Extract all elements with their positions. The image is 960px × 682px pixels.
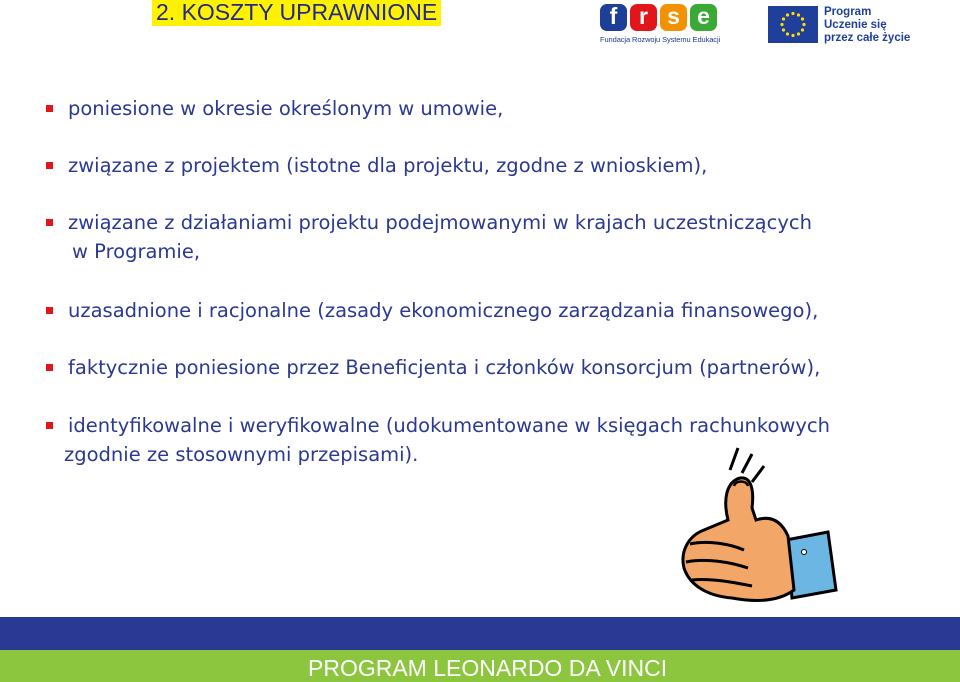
programme-logo-line3: przez całe życie bbox=[824, 32, 911, 44]
list-item-text: związane z projektem (istotne dla projektu, zgodne z wnioskiem), bbox=[68, 154, 708, 177]
programme-logo-line1: Program bbox=[824, 6, 872, 18]
bullet-marker bbox=[46, 219, 53, 226]
list-item-text-continuation: w Programie, bbox=[72, 240, 201, 263]
slide-title: 2. KOSZTY UPRAWNIONE bbox=[152, 0, 441, 26]
frse-letter-r: r bbox=[630, 4, 657, 31]
list-item-text-continuation: zgodnie ze stosownymi przepisami). bbox=[64, 443, 419, 466]
frse-letter-s: s bbox=[660, 4, 687, 31]
frse-letter-f: f bbox=[600, 4, 627, 31]
lifelong-learning-programme-logo bbox=[768, 6, 910, 45]
footer-program-label: PROGRAM LEONARDO DA VINCI bbox=[308, 655, 668, 681]
frse-logo bbox=[600, 4, 722, 46]
thumbs-up-icon bbox=[668, 440, 838, 615]
bullet-marker bbox=[46, 422, 53, 429]
bullet-marker bbox=[46, 105, 53, 112]
bullet-marker bbox=[46, 307, 53, 314]
bullet-marker bbox=[46, 162, 53, 169]
footer-blue-band bbox=[0, 617, 960, 650]
list-item-text: związane z działaniami projektu podejmowanymi w krajach uczestniczących bbox=[68, 211, 812, 234]
list-item-text: uzasadnione i racjonalne (zasady ekonomicznego zarządzania finansowego), bbox=[68, 299, 819, 322]
bullet-marker bbox=[46, 364, 53, 371]
frse-logo-subtitle: Fundacja Rozwoju Systemu Edukacji bbox=[600, 35, 721, 44]
list-item-text: poniesione w okresie określonym w umowie, bbox=[68, 97, 504, 120]
programme-logo-line2: Uczenie się bbox=[824, 19, 887, 31]
eu-flag-icon bbox=[768, 6, 818, 43]
list-item-text: identyfikowalne i weryfikowalne (udokumentowane w księgach rachunkowych bbox=[68, 414, 831, 437]
frse-letter-e: e bbox=[690, 4, 717, 31]
list-item-text: faktycznie poniesione przez Beneficjenta i członków konsorcjum (partnerów), bbox=[68, 356, 821, 379]
